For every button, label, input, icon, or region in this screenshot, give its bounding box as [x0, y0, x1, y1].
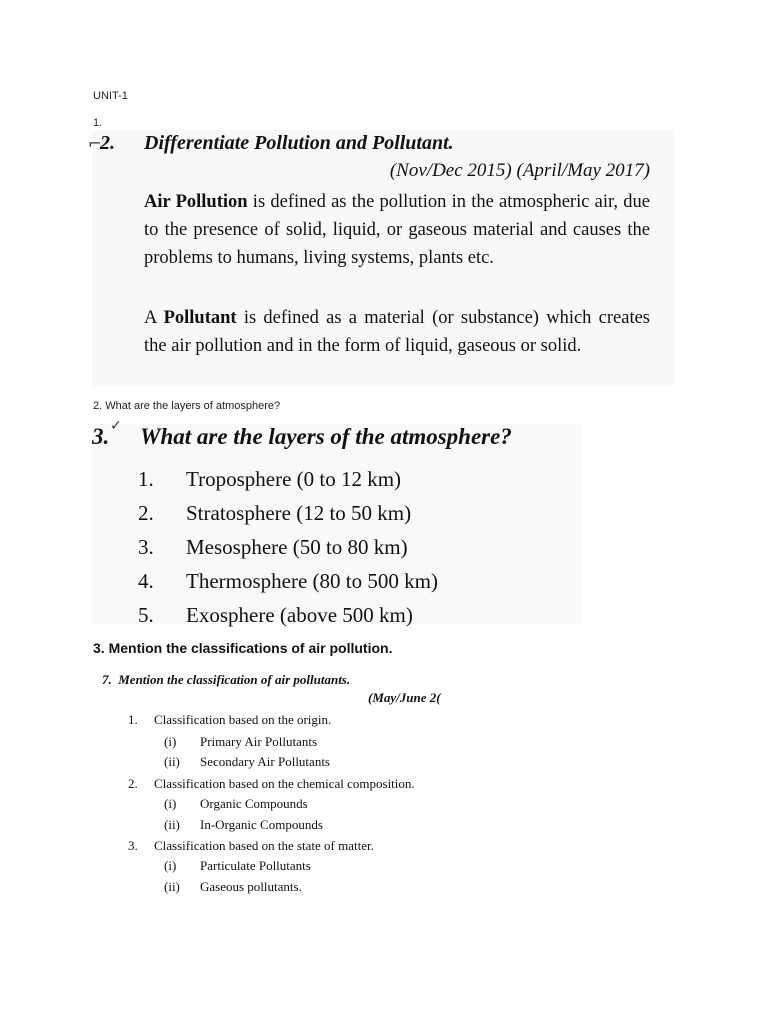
scanned-question-atmosphere-layers [92, 418, 582, 627]
exam-source: (Nov/Dec 2015) (April/May 2017) [389, 160, 650, 181]
air-pollution-definition [144, 188, 650, 272]
layers-question [92, 424, 512, 450]
pollutant-definition [144, 304, 650, 360]
exam-source: (May/June 2( [368, 690, 441, 705]
question-3-text: 3. Mention the classifications of air pollution. [93, 640, 393, 656]
classification-item: (i) Particulate Pollutants [164, 858, 311, 873]
term-pollutant: Pollutant [163, 308, 237, 328]
question-2-text: 2. What are the layers of atmosphere? [93, 400, 281, 412]
question-title: Mention the classification of air pollutants. [118, 672, 351, 687]
air-pollution-text: is defined as the pollution in the atmospheric air, due to the presence of solid, liquid, or gaseous material and causes the problems to humans, living systems, plants etc. [144, 192, 650, 268]
list-item: 4. Thermosphere (80 to 500 km) [138, 569, 438, 593]
classification-group: 1. Classification based on the origin. [128, 712, 332, 727]
handwritten-tick-mark: ✓ [110, 418, 122, 434]
layers-list [138, 462, 438, 632]
unit-label: UNIT-1 [93, 90, 128, 102]
classification-item: (ii) Gaseous pollutants. [164, 879, 302, 894]
list-item: 1. Troposphere (0 to 12 km) [138, 467, 402, 491]
classification-question [102, 672, 350, 688]
pollutant-text: is defined as a material (or substance) which creates the air pollution and in the form of liquid, gaseous or solid. [144, 308, 651, 356]
scanned-question-classification [92, 666, 452, 902]
question-number: 2. [100, 132, 115, 154]
pollutant-article: A [144, 308, 164, 328]
term-air-pollution: Air Pollution [144, 192, 248, 212]
handwritten-tick-mark: ⌐ [88, 134, 102, 153]
classification-item: (i) Primary Air Pollutants [164, 734, 317, 749]
scanned-question-pollution [88, 130, 674, 386]
item-number-1: 1. [93, 117, 103, 129]
classification-item: (ii) In-Organic Compounds [164, 817, 323, 832]
classification-group: 3. Classification based on the state of matter. [128, 838, 374, 853]
question-title: What are the layers of the atmosphere? [140, 424, 512, 449]
classification-item: (i) Organic Compounds [164, 796, 308, 811]
list-item: 2. Stratosphere (12 to 50 km) [138, 501, 412, 525]
list-item: 5. Exosphere (above 500 km) [138, 603, 413, 627]
classification-item: (ii) Secondary Air Pollutants [164, 754, 330, 769]
question-title: Differentiate Pollution and Pollutant. [144, 132, 454, 154]
list-item: 3. Mesosphere (50 to 80 km) [138, 535, 408, 559]
classification-group: 2. Classification based on the chemical composition. [128, 776, 415, 791]
question-number: 7. [102, 672, 112, 687]
question-number: 3. [92, 424, 110, 449]
